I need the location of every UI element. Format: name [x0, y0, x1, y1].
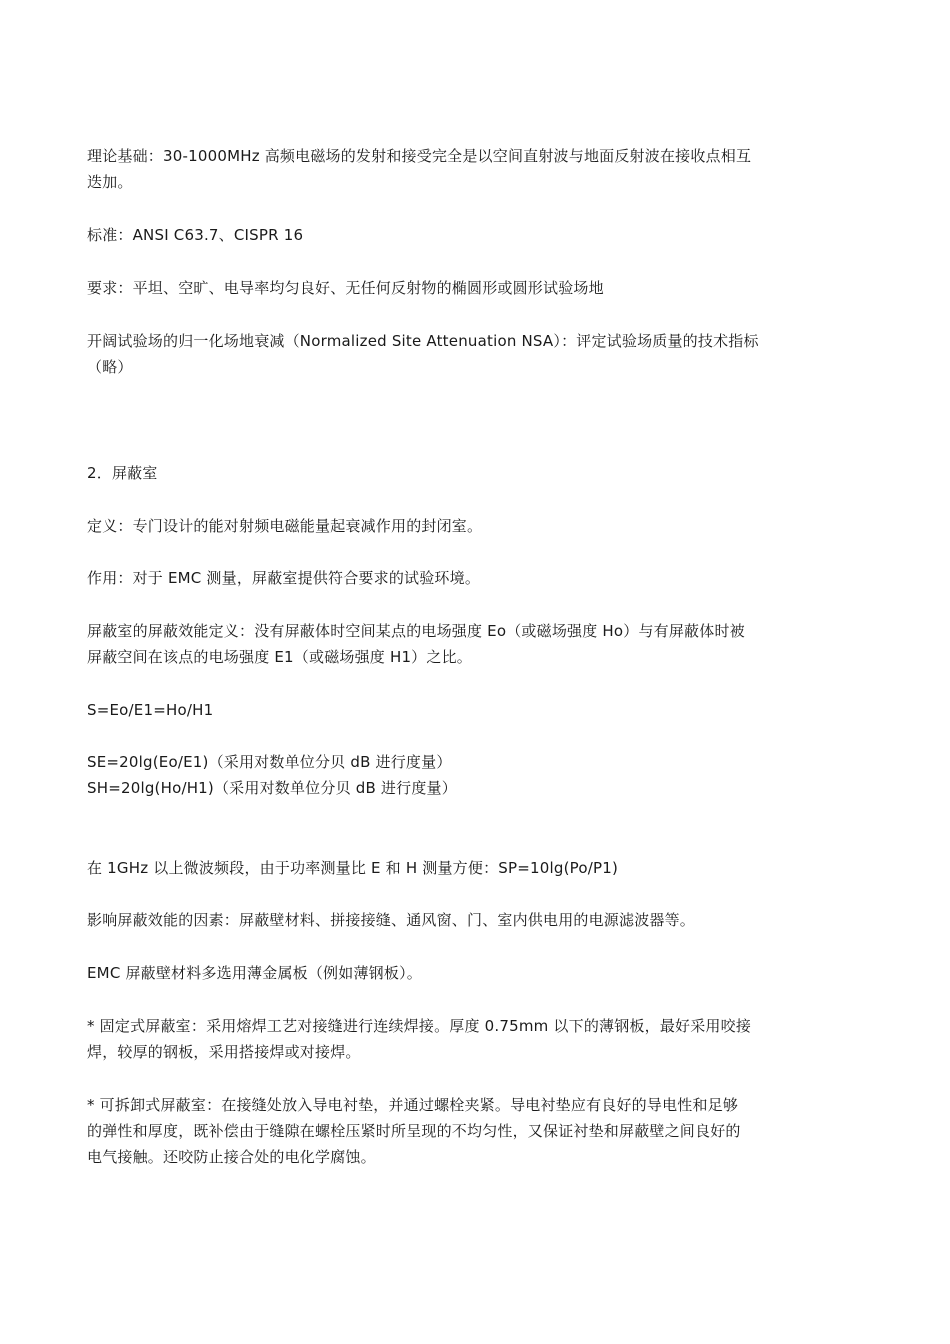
- text-line: 开阔试验场的归一化场地衰减（Normalized Site Attenuation NSA）：评定试验场质量的技术指标: [87, 332, 759, 350]
- paragraph-materials: [87, 960, 817, 986]
- paragraph-theory-basis: [87, 143, 817, 195]
- paragraph-shielding-effectiveness: [87, 618, 817, 670]
- text-line: 在 1GHz 以上微波频段，由于功率测量比 E 和 H 测量方便：SP=10lg(Po/P1): [87, 859, 619, 877]
- bullet-detachable-room: [87, 1092, 817, 1170]
- formula-text: S=Eo/E1=Ho/H1: [87, 701, 214, 719]
- text-line: 理论基础：30-1000MHz 高频电磁场的发射和接受完全是以空间直射波与地面反射波在接收点相互: [87, 147, 752, 165]
- text-line: 作用：对于 EMC 测量，屏蔽室提供符合要求的试验环境。: [87, 569, 481, 587]
- formula-se-sh: [87, 749, 817, 801]
- text-line: 要求：平坦、空旷、电导率均匀良好、无任何反射物的椭圆形或圆形试验场地: [87, 279, 604, 297]
- text-line: 定义：专门设计的能对射频电磁能量起衰减作用的封闭室。: [87, 517, 483, 535]
- heading-text: 2．屏蔽室: [87, 464, 158, 482]
- text-line: 影响屏蔽效能的因素：屏蔽壁材料、拼接接缝、通风窗、门、室内供电用的电源滤波器等。: [87, 911, 696, 929]
- text-line: 屏蔽空间在该点的电场强度 E1（或磁场强度 H1）之比。: [87, 648, 472, 666]
- formula-s: [87, 697, 817, 723]
- text-line: 电气接触。还咬防止接合处的电化学腐蚀。: [87, 1148, 376, 1166]
- paragraph-function: [87, 565, 817, 591]
- paragraph-nsa: [87, 328, 817, 380]
- paragraph-microwave: [87, 855, 817, 881]
- paragraph-factors: [87, 907, 817, 933]
- text-line: 迭加。: [87, 173, 133, 191]
- text-line: （略）: [87, 358, 133, 376]
- section-heading-shielded-room: [87, 460, 817, 486]
- text-line: * 可拆卸式屏蔽室：在接缝处放入导电衬垫，并通过螺栓夹紧。导电衬垫应有良好的导电性和足够: [87, 1096, 739, 1114]
- formula-text: SH=20lg(Ho/H1)（采用对数单位分贝 dB 进行度量）: [87, 779, 457, 797]
- text-line: * 固定式屏蔽室：采用熔焊工艺对接缝进行连续焊接。厚度 0.75mm 以下的薄钢板，最好采用咬接: [87, 1017, 752, 1035]
- text-line: EMC 屏蔽壁材料多选用薄金属板（例如薄钢板）。: [87, 964, 422, 982]
- text-line: 标准：ANSI C63.7、CISPR 16: [87, 226, 304, 244]
- paragraph-requirements: [87, 275, 817, 301]
- text-line: 的弹性和厚度，既补偿由于缝隙在螺栓压紧时所呈现的不均匀性，又保证衬垫和屏蔽壁之间良好的: [87, 1122, 741, 1140]
- text-line: 焊，较厚的钢板，采用搭接焊或对接焊。: [87, 1043, 361, 1061]
- text-line: 屏蔽室的屏蔽效能定义：没有屏蔽体时空间某点的电场强度 Eo（或磁场强度 Ho）与有屏蔽体时被: [87, 622, 745, 640]
- bullet-fixed-room: [87, 1013, 817, 1065]
- paragraph-definition: [87, 513, 817, 539]
- paragraph-standards: [87, 222, 817, 248]
- formula-text: SE=20lg(Eo/E1)（采用对数单位分贝 dB 进行度量）: [87, 753, 452, 771]
